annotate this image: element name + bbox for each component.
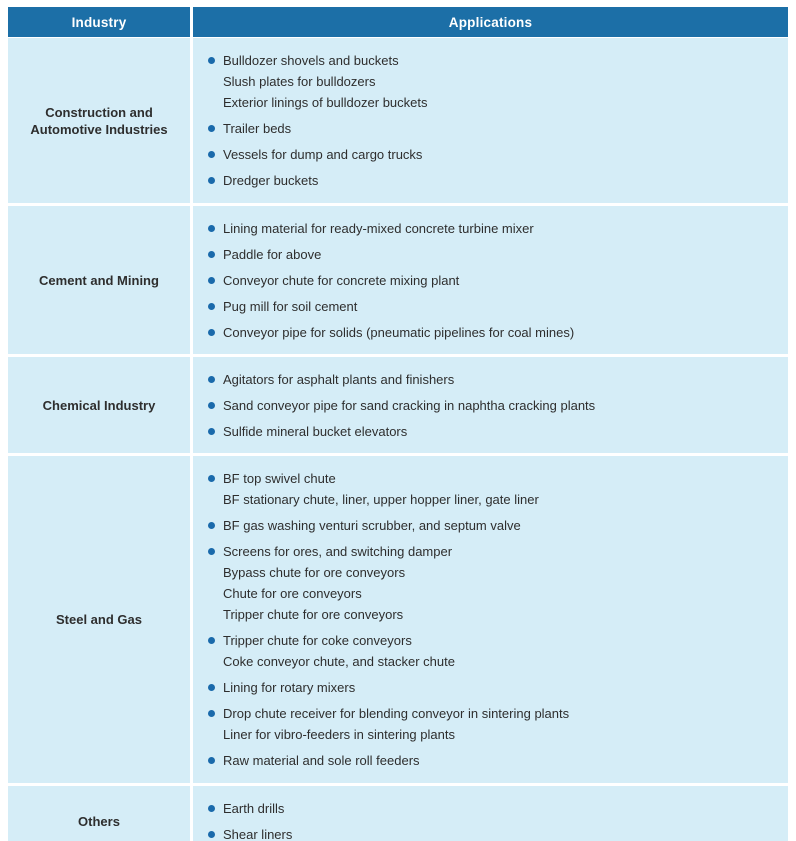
bullet-icon xyxy=(208,402,215,409)
application-item xyxy=(208,468,778,489)
industry-label: Steel and Gas xyxy=(56,612,142,627)
applications-cell xyxy=(193,38,788,203)
bullet-icon xyxy=(208,757,215,764)
application-group xyxy=(208,218,778,239)
table-header-row xyxy=(8,7,788,37)
application-text: Vessels for dump and cargo trucks xyxy=(223,147,423,162)
applications-cell xyxy=(193,357,788,453)
bullet-icon xyxy=(208,151,215,158)
industry-cell xyxy=(8,357,190,453)
bullet-icon xyxy=(208,428,215,435)
applications-cell xyxy=(193,786,788,841)
table-row xyxy=(8,456,788,783)
application-text: Sulfide mineral bucket elevators xyxy=(223,423,408,439)
applications-cell xyxy=(193,206,788,354)
applications-cell xyxy=(193,456,788,783)
application-text: Earth drills xyxy=(223,800,285,816)
bullet-icon xyxy=(208,710,215,717)
industry-label: Chemical Industry xyxy=(42,397,156,413)
table-row xyxy=(8,786,788,841)
application-group xyxy=(208,468,778,510)
application-text: Liner for vibro-feeders in sintering plants xyxy=(223,727,455,742)
application-text: Screens for ores, and switching damper xyxy=(223,544,453,559)
application-item xyxy=(208,50,778,71)
application-item xyxy=(208,798,778,819)
application-item xyxy=(208,703,778,724)
industry-label: Cement and Mining xyxy=(39,272,159,288)
application-item xyxy=(208,144,778,165)
application-item xyxy=(208,218,778,239)
application-text: Conveyor pipe for solids (pneumatic pipelines for coal mines) xyxy=(223,324,575,340)
application-item xyxy=(208,515,778,536)
application-text: Bulldozer shovels and buckets xyxy=(223,53,399,68)
application-group xyxy=(208,296,778,317)
column-header-applications: Applications xyxy=(448,14,533,30)
application-text: BF gas washing venturi scrubber, and septum valve xyxy=(223,518,521,533)
bullet-icon xyxy=(208,177,215,184)
application-group xyxy=(208,322,778,343)
application-item xyxy=(208,421,778,442)
application-text: Trailer beds xyxy=(223,121,292,136)
application-group xyxy=(208,270,778,291)
application-text: BF top swivel chute xyxy=(223,471,336,486)
bullet-icon xyxy=(208,125,215,132)
bullet-icon xyxy=(208,831,215,838)
application-group xyxy=(208,395,778,416)
application-text: Paddle for above xyxy=(223,246,322,262)
application-item xyxy=(208,270,778,291)
table-row xyxy=(8,38,788,203)
application-item xyxy=(208,395,778,416)
application-item xyxy=(208,322,778,343)
bullet-icon xyxy=(208,329,215,336)
application-group xyxy=(208,630,778,672)
application-group xyxy=(208,170,778,191)
application-item xyxy=(208,583,778,604)
application-group xyxy=(208,118,778,139)
bullet-icon xyxy=(208,637,215,644)
application-item xyxy=(208,824,778,841)
application-item xyxy=(208,630,778,651)
application-group xyxy=(208,369,778,390)
application-item xyxy=(208,244,778,265)
application-item xyxy=(208,369,778,390)
table-body xyxy=(8,38,788,841)
application-item xyxy=(208,724,778,745)
industry-cell xyxy=(8,456,190,783)
application-text: Coke conveyor chute, and stacker chute xyxy=(223,654,455,669)
application-text: Raw material and sole roll feeders xyxy=(223,753,420,768)
industry-label: Construction and Automotive Industries xyxy=(30,104,168,137)
column-header-industry: Industry xyxy=(71,14,127,30)
application-group xyxy=(208,824,778,841)
application-item xyxy=(208,651,778,672)
industry-cell xyxy=(8,786,190,841)
application-text: Conveyor chute for concrete mixing plant xyxy=(223,272,460,288)
industry-cell xyxy=(8,206,190,354)
application-item xyxy=(208,750,778,771)
application-text: Bypass chute for ore conveyors xyxy=(223,565,406,580)
application-text: Lining material for ready-mixed concrete turbine mixer xyxy=(223,220,534,236)
table-row xyxy=(8,206,788,354)
application-text: Slush plates for bulldozers xyxy=(223,74,376,89)
application-item xyxy=(208,92,778,113)
application-text: Pug mill for soil cement xyxy=(223,298,358,314)
application-text: Shear liners xyxy=(223,826,293,841)
application-text: BF stationary chute, liner, upper hopper liner, gate liner xyxy=(223,492,539,507)
application-text: Tripper chute for coke conveyors xyxy=(223,633,412,648)
application-group xyxy=(208,750,778,771)
application-text: Lining for rotary mixers xyxy=(223,680,356,695)
bullet-icon xyxy=(208,251,215,258)
bullet-icon xyxy=(208,376,215,383)
application-text: Exterior linings of bulldozer buckets xyxy=(223,95,428,110)
application-group xyxy=(208,798,778,819)
application-group xyxy=(208,515,778,536)
application-group xyxy=(208,50,778,113)
application-item xyxy=(208,71,778,92)
table-row xyxy=(8,357,788,453)
bullet-icon xyxy=(208,805,215,812)
industry-label: Others xyxy=(78,813,120,829)
application-group xyxy=(208,541,778,625)
application-text: Dredger buckets xyxy=(223,173,319,188)
application-text: Drop chute receiver for blending conveyor in sintering plants xyxy=(223,706,570,721)
application-text: Chute for ore conveyors xyxy=(223,586,362,601)
industry-cell xyxy=(8,38,190,203)
application-item xyxy=(208,489,778,510)
application-item xyxy=(208,296,778,317)
application-item xyxy=(208,541,778,562)
bullet-icon xyxy=(208,277,215,284)
application-item xyxy=(208,562,778,583)
application-group xyxy=(208,244,778,265)
industry-applications-table xyxy=(8,7,788,841)
application-group xyxy=(208,677,778,698)
application-group xyxy=(208,703,778,745)
bullet-icon xyxy=(208,684,215,691)
application-item xyxy=(208,170,778,191)
bullet-icon xyxy=(208,225,215,232)
application-group xyxy=(208,144,778,165)
application-group xyxy=(208,421,778,442)
bullet-icon xyxy=(208,303,215,310)
bullet-icon xyxy=(208,57,215,64)
bullet-icon xyxy=(208,522,215,529)
application-text: Tripper chute for ore conveyors xyxy=(223,607,404,622)
bullet-icon xyxy=(208,475,215,482)
bullet-icon xyxy=(208,548,215,555)
application-text: Agitators for asphalt plants and finishers xyxy=(223,371,455,387)
application-item xyxy=(208,677,778,698)
application-item xyxy=(208,118,778,139)
application-text: Sand conveyor pipe for sand cracking in naphtha cracking plants xyxy=(223,397,596,413)
application-item xyxy=(208,604,778,625)
